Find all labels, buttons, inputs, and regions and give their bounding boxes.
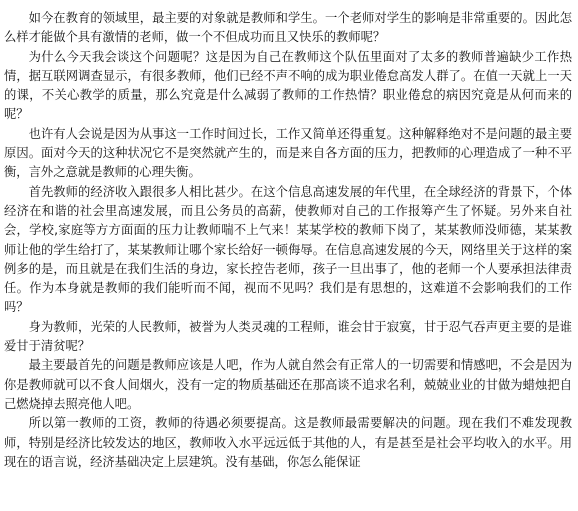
paragraph-salary-first: 所以第一教师的工资，教师的待遇必须要提高。这是教师最需要解决的问题。现在我们不难发现教师，特别是经济比较发达的地区，教师收入水平远远低于其他的人，有是甚至是社会平均收入的水平。用现在的语言说，经济基础决定上层建筑。没有基础，你怎么能保证: [4, 416, 572, 469]
paragraph-teachers-are-human: 最主要最首先的问题是教师应该是人吧，作为人就自然会有正常人的一切需要和情感吧，不会是因为你是教师就可以不食人间烟火，没有一定的物质基础还在那高谈不追求名利，兢兢业业的甘做为蜡烛把自己燃烧掉去照亮他人吧。: [4, 358, 572, 411]
article-body: [4, 9, 572, 472]
paragraph-teacher-honor: 身为教师，光荣的人民教师，被誉为人类灵魂的工程师，谁会甘于寂寞，甘于忍气吞声更主要的是谁爱甘于清贫呢？: [4, 319, 572, 354]
paragraph-intro: 如今在教育的领域里，最主要的对象就是教师和学生。一个老师对学生的影响是非常重要的。因此怎么样才能做个具有激情的老师，做一个不但成功而且又快乐的教师呢？: [4, 11, 572, 45]
paragraph-why-topic: 为什么今天我会谈这个问题呢？这是因为自己在教师这个队伍里面对了太多的教师普遍缺少工作热情，据互联网调查显示，有很多教师，他们已经不声不响的成为职业倦怠高发人群了。在值一天就上一天的课，不关心教学的质量，那么究竟是什么减弱了教师的工作热情？职业倦怠的病因究竟是从何而来的呢？: [4, 49, 572, 122]
paragraph-psychological-imbalance: 也许有人会说是因为从事这一工作时间过长，工作又简单还得重复。这种解释绝对不是问题的最主要原因。面对今天的这种状况它不是突然就产生的，而是来自各方面的压力，把教师的心理造成了一种不平衡，言外之意就是教师的心理失衡。: [4, 126, 572, 180]
paragraph-income-pressure: 首先教师的经济收入跟很多人相比甚少。在这个信息高速发展的年代里，在全球经济的背景下，个体经济在和谐的社会里高速发展，而且公务员的高薪，使教师对自己的工作报筹产生了怀疑。另外来自社会，学校,家庭等方方面面的压力让教师喘不上气来！某某学校的教师下岗了，某某教师没师德，某某教师让他的学生给打了，某某教师让哪个家长给好一顿侮辱。在信息高速发展的今天，网络里关于这样的案例多的是，而且就是在我们生活的身边，家长控告老师，孩子一旦出事了，他的老师一个人要承担法律责任。作为本身就是教师的我们能听而不闻，视而不见吗？我们是有思想的，这难道不会影响我们的工作吗？: [4, 184, 572, 315]
